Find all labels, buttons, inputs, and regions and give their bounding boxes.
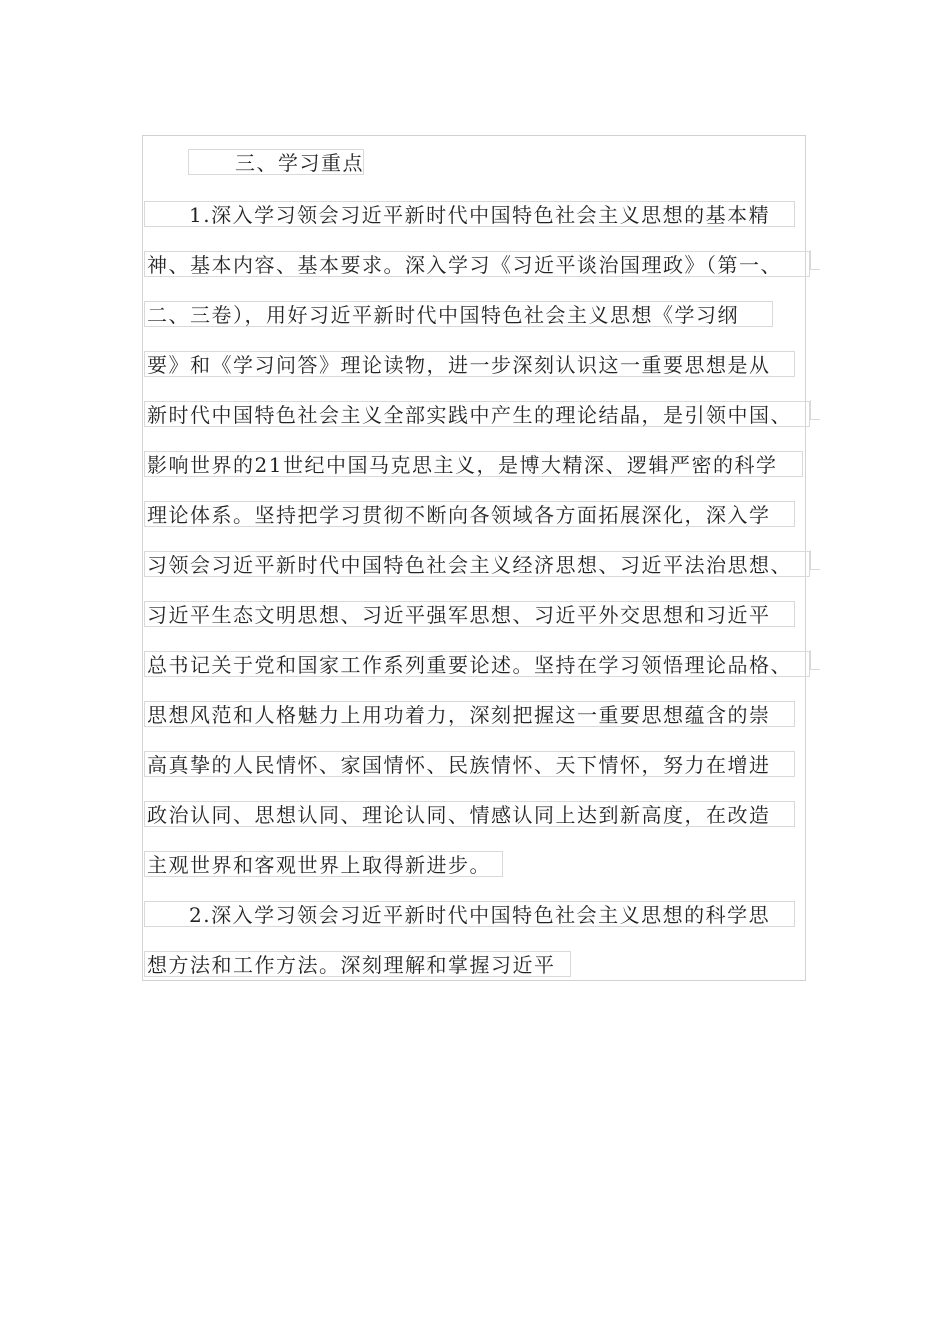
paragraph-line: 想方法和工作方法。深刻理解和掌握习近平 <box>144 951 571 977</box>
paragraph-line: 1.深入学习领会习近平新时代中国特色社会主义思想的基本精 <box>144 201 795 227</box>
paragraph-line: 习近平生态文明思想、习近平强军思想、习近平外交思想和习近平 <box>144 601 795 627</box>
paragraph-line: 政治认同、思想认同、理论认同、情感认同上达到新高度，在改造 <box>144 801 795 827</box>
paragraph-line: 二、三卷），用好习近平新时代中国特色社会主义思想《学习纲 <box>144 301 773 327</box>
line-end-marker <box>810 250 820 270</box>
section-heading: 三、学习重点 <box>188 149 364 175</box>
paragraph-line: 要》和《学习问答》理论读物，进一步深刻认识这一重要思想是从 <box>144 351 795 377</box>
paragraph-line: 高真挚的人民情怀、家国情怀、民族情怀、天下情怀，努力在增进 <box>144 751 795 777</box>
paragraph-line: 2.深入学习领会习近平新时代中国特色社会主义思想的科学思 <box>144 901 795 927</box>
paragraph-line: 神、基本内容、基本要求。深入学习《习近平谈治国理政》（第一、 <box>144 251 810 277</box>
paragraph-line: 新时代中国特色社会主义全部实践中产生的理论结晶，是引领中国、 <box>144 401 810 427</box>
paragraph-line: 习领会习近平新时代中国特色社会主义经济思想、习近平法治思想、 <box>144 551 810 577</box>
paragraph-line: 影响世界的21世纪中国马克思主义，是博大精深、逻辑严密的科学 <box>144 451 803 477</box>
paragraph-line: 思想风范和人格魅力上用功着力，深刻把握这一重要思想蕴含的崇 <box>144 701 795 727</box>
paragraph-line: 总书记关于党和国家工作系列重要论述。坚持在学习领悟理论品格、 <box>144 651 810 677</box>
paragraph-line: 主观世界和客观世界上取得新进步。 <box>144 851 503 877</box>
line-end-marker <box>810 650 820 670</box>
paragraph-line: 理论体系。坚持把学习贯彻不断向各领域各方面拓展深化，深入学 <box>144 501 795 527</box>
line-end-marker <box>810 400 820 420</box>
line-end-marker <box>810 550 820 570</box>
